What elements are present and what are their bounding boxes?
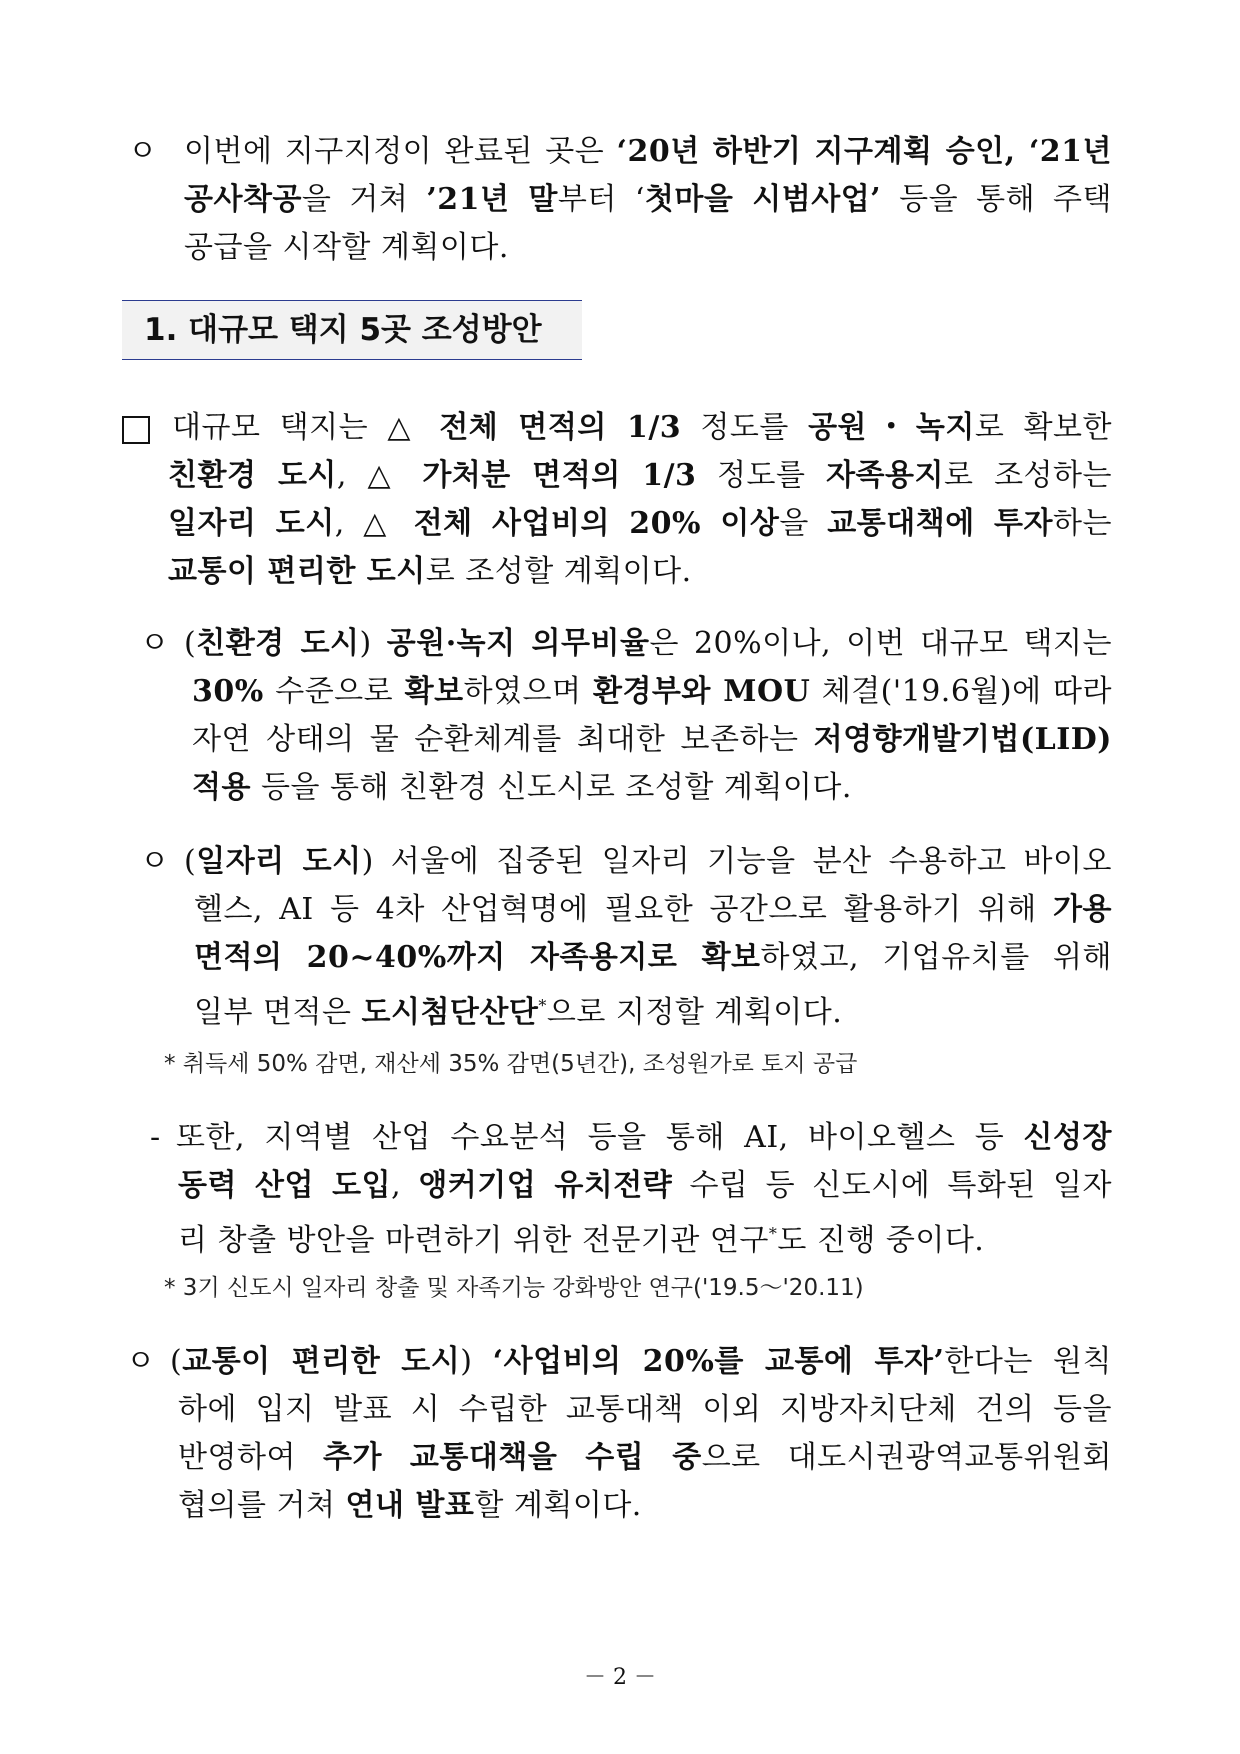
eco-line-2: 30% 수준으로 확보하였으며 환경부와 MOU 체결('19.6월)에 따라	[192, 674, 1113, 709]
transport-paragraph	[170, 1338, 1112, 1530]
transport-line-3: 반영하여 추가 교통대책을 수립 중으로 대도시권광역교통위원회	[178, 1440, 1112, 1475]
main-line-2: 친환경 도시, △ 가처분 면적의 1/3 정도를 자족용지로 조성하는	[168, 458, 1113, 493]
eco-city-paragraph	[184, 620, 1112, 812]
circle-bullet-icon: ㅇ	[128, 134, 157, 169]
jobs-line-1: (일자리 도시) 서울에 집중된 일자리 기능을 분산 수용하고 바이오	[184, 844, 1112, 879]
page-number: － 2 －	[584, 1665, 656, 1690]
circle-bullet-icon: ㅇ	[140, 844, 169, 879]
section-title: 1. 대규모 택지 5곳 조성방안	[144, 312, 542, 348]
research-paragraph	[176, 1114, 1112, 1265]
research-footnote: * 3기 신도시 일자리 창출 및 자족기능 강화방안 연구('19.5～'20.11)	[164, 1275, 864, 1301]
main-line-1: 대규모 택지는 △ 전체 면적의 1/3 정도를 공원・녹지로 확보한	[172, 410, 1113, 445]
transport-line-2: 하에 입지 발표 시 수립한 교통대책 이외 지방자치단체 건의 등을	[178, 1392, 1112, 1427]
jobs-line-4: 일부 면적은 도시첨단산단*으로 지정할 계획이다.	[194, 995, 843, 1030]
jobs-line-3: 면적의 20~40%까지 자족용지로 확보하였고, 기업유치를 위해	[194, 940, 1112, 975]
circle-bullet-icon: ㅇ	[140, 626, 169, 661]
dash-bullet: -	[150, 1120, 161, 1155]
intro-line-2: 공사착공을 거쳐 ’21년 말부터 ‘첫마을 시범사업’ 등을 통해 주택	[184, 182, 1112, 217]
main-line-4: 교통이 편리한 도시로 조성할 계획이다.	[168, 554, 692, 589]
research-line-1: 또한, 지역별 산업 수요분석 등을 통해 AI, 바이오헬스 등 신성장	[176, 1120, 1112, 1155]
research-line-3: 리 창출 방안을 마련하기 위한 전문기관 연구*도 진행 중이다.	[178, 1223, 985, 1258]
jobs-line-2: 헬스, AI 등 4차 산업혁명에 필요한 공간으로 활용하기 위해 가용	[194, 892, 1112, 927]
intro-paragraph	[184, 128, 1112, 272]
jobs-city-paragraph	[184, 838, 1112, 1037]
transport-line-1: (교통이 편리한 도시) ‘사업비의 20%를 교통에 투자’한다는 원칙	[170, 1344, 1113, 1379]
research-line-2: 동력 산업 도입, 앵커기업 유치전략 수립 등 신도시에 특화된 일자	[178, 1168, 1112, 1203]
circle-bullet-icon: ㅇ	[126, 1344, 155, 1379]
main-paragraph	[168, 404, 1112, 596]
main-line-3: 일자리 도시, △ 전체 사업비의 20% 이상을 교통대책에 투자하는	[168, 506, 1112, 541]
transport-line-4: 협의를 거쳐 연내 발표할 계획이다.	[178, 1488, 642, 1523]
intro-line-3: 공급을 시작할 계획이다.	[184, 230, 509, 265]
eco-line-1: (친환경 도시) 공원·녹지 의무비율은 20%이나, 이번 대규모 택지는	[184, 626, 1112, 661]
eco-line-4: 적용 등을 통해 친환경 신도시로 조성할 계획이다.	[192, 770, 852, 805]
jobs-footnote: * 취득세 50% 감면, 재산세 35% 감면(5년간), 조성원가로 토지 공급	[164, 1051, 858, 1077]
eco-line-3: 자연 상태의 물 순환체계를 최대한 보존하는 저영향개발기법(LID)	[192, 722, 1112, 757]
square-bullet-icon	[122, 416, 150, 444]
intro-line-1: 이번에 지구지정이 완료된 곳은 ‘20년 하반기 지구계획 승인, ‘21년	[184, 134, 1112, 169]
section-heading-box	[122, 300, 582, 360]
